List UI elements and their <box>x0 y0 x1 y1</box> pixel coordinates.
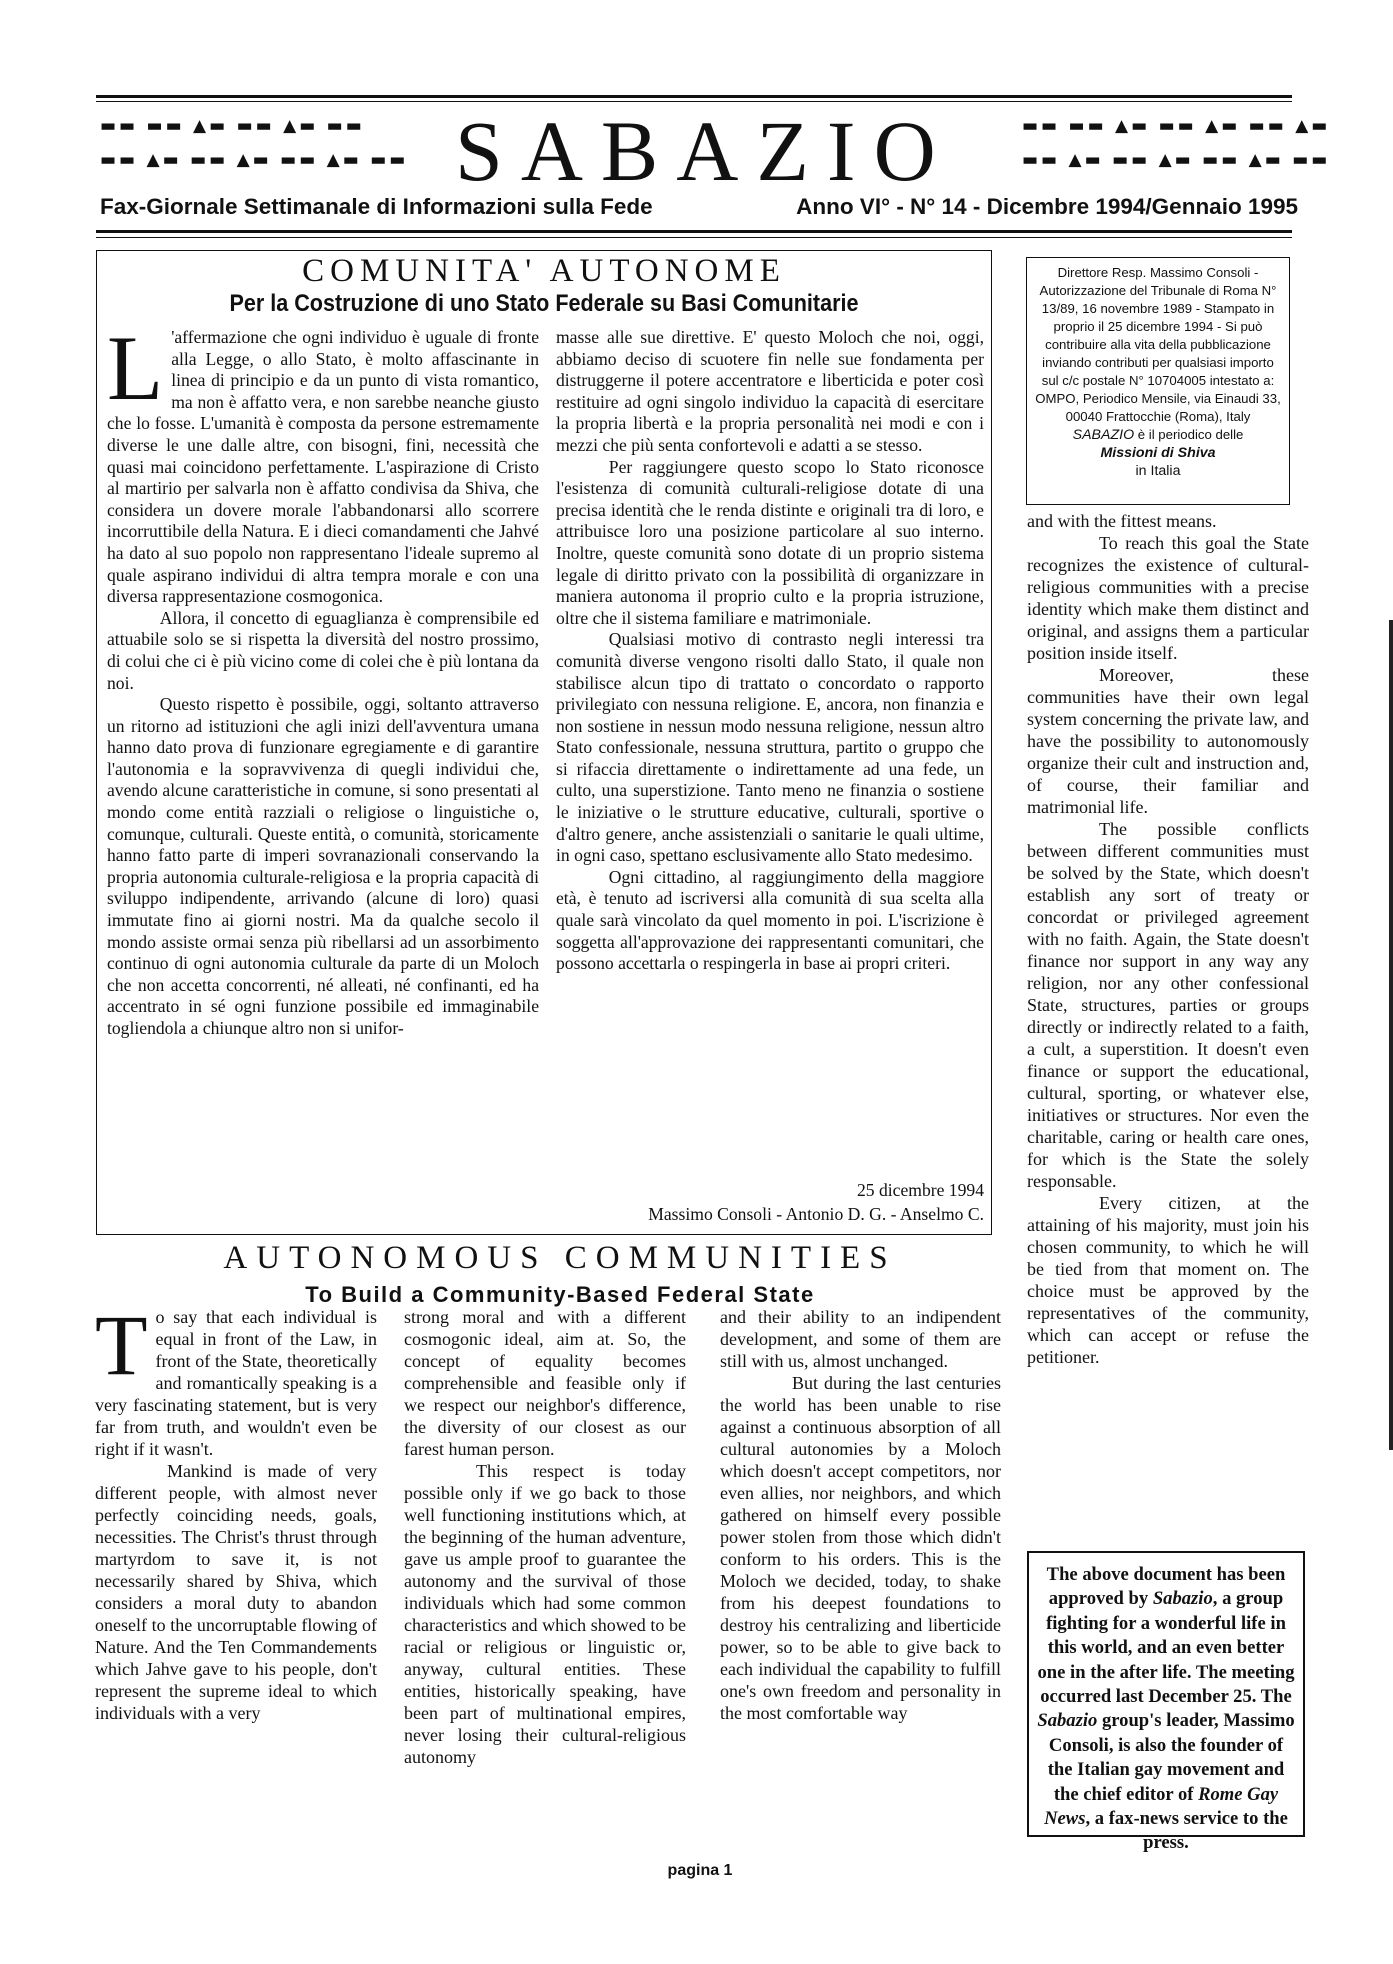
ornament-left-top: ▬▬ ▬▬ ▲▬ ▬▬ ▲▬ ▬▬ <box>100 116 365 136</box>
approval-text: , a fax-news service to the press. <box>1085 1808 1288 1854</box>
english-dropcap: T <box>95 1297 148 1393</box>
italian-paragraph: Per raggiungere questo scopo lo Stato riconosce l'esistenza di comunità culturali-religiose dotate di una precisa identità che le renda distinte e originali tra di loro, e attribuisce loro una posizione particolare al suo interno. Inoltre, queste comunità sono dotate di un proprio sistema legale di diritto privato con la possibilità di organizzare in maniera autonoma il proprio culto e la propria istruzione, oltre che il sistema familiare e matrimoniale. <box>556 456 984 628</box>
masthead-rule-bottom-thin <box>96 237 1292 238</box>
english-paragraph: strong moral and with a different cosmogonic ideal, aim at. So, the concept of equality becomes comprehensible and feasible only if we respect our neighbor's difference, the diversity of our closest as our farest human person. <box>404 1307 686 1459</box>
english-paragraph: The possible conflicts between different communities must be solved by the State, which doesn't establish any sort of treaty or concordat or privileged agreement with no faith. Again, the State doesn't finance nor support in any way any religion, nor any other confessional State, structures, parties or groups directly or indirectly related to a faith, a cult, a superstition. It doesn't even finance or support the educational, cultural, sporting, or whatever else, initiatives or structures. Nor even the charitable, caring or health care ones, for which is the State the solely responsable. <box>1027 819 1309 1191</box>
english-paragraph: To reach this goal the State recognizes the existence of cultural-religious communities with a precise identity which make them distinct and original, and assigns them a particular position inside itself. <box>1027 533 1309 663</box>
italian-date: 25 dicembre 1994 <box>856 1180 984 1200</box>
italian-paragraph: masse alle sue direttive. E' questo Moloch che noi, oggi, abbiamo deciso di scuotere fin nelle sue fondamenta per distruggerne il potere accentratore e liberticida e poter così restituire ad ogni singolo individuo la capacità di esercitare la propria libertà e la propria personalità nei modi e con i mezzi che più senta confortevoli e adatti a se stesso. <box>556 327 984 455</box>
scan-edge-mark <box>1389 620 1393 1450</box>
english-column-2 <box>404 1306 686 1768</box>
publication-info-text: Direttore Resp. Massimo Consoli - Autorizzazione del Tribunale di Roma N° 13/89, 16 novembre 1989 - Stampato in proprio il 25 dicembre 1994 - Si può contribuire alla vita della pubblicazione inviando contributi per qualsiasi importo sul c/c postale N° 10704005 intestato a: OMPO, Periodico Mensile, via Einaudi 33, 00040 Frattocchie (Roma), Italy <box>1035 265 1281 424</box>
masthead-rule-top <box>96 95 1292 98</box>
masthead-subtitle: Fax-Giornale Settimanale di Informazioni sulla Fede <box>100 194 653 219</box>
issue-info: Anno VI° - N° 14 - Dicembre 1994/Gennaio 1995 <box>796 194 1298 219</box>
publication-name: SABAZIO <box>1072 427 1135 443</box>
page-number: pagina 1 <box>667 1862 733 1879</box>
english-paragraph: Mankind is made of very different people, with almost never perfectly coinciding needs, goals, necessities. The Christ's thrust through martyrdom to save it, is not necessarily shared by Shiva, which considers a moral duty to abandon oneself to the uncorruptable flowing of Nature. And the Ten Commandements which Jahve gave to his people, don't represent the supreme ideal to which individuals with a very <box>95 1461 377 1723</box>
italian-signatures: Massimo Consoli - Antonio D. G. - Anselmo C. <box>648 1204 984 1224</box>
english-paragraph: This respect is today possible only if we go back to those well functioning institutions which, at the beginning of the human adventure, gave us ample proof to guarantee the autonomy and the survival of those individuals which had some common characteristics and which showed to be racial or religious or linguistic or, anyway, cultural entities. These entities, historically speaking, have been part of multinational empires, never losing their cultural-religious autonomy <box>404 1461 686 1767</box>
masthead-title: SABAZIO <box>455 103 954 199</box>
ornament-right-top: ▬▬ ▬▬ ▲▬ ▬▬ ▲▬ ▬▬ ▲▬ <box>1022 116 1331 136</box>
english-column-4 <box>1027 510 1309 1368</box>
english-column-3 <box>720 1306 1001 1724</box>
publication-info-periodical: è il periodico delle <box>1134 427 1244 442</box>
approval-publication-name: Rome Gay News <box>1044 1783 1279 1830</box>
masthead-rule-bottom <box>96 230 1292 233</box>
publication-info-box <box>1026 257 1290 505</box>
approval-text: , a group fighting for a wonderful life in this world, and an even better one in the after life. The meeting occurred last December 25. The <box>1037 1588 1295 1708</box>
italian-subheading: Per la Costruzione di uno Stato Federale su Basi Comunitarie <box>229 290 859 317</box>
italian-column-2 <box>556 327 984 975</box>
italian-paragraph: Allora, il concetto di eguaglianza è comprensibile ed attuabile solo se si rispetta la diversità del nostro prossimo, di colui che ci è più vicino come di colei che è più lontana da noi. <box>107 607 539 693</box>
italian-paragraph: Ogni cittadino, al raggiungimento della maggiore età, è tenuto ad iscriversi alla comunità di sua scelta alla quale sarà vincolato da quel momento in poi. L'iscrizione è soggetta all'approvazione dei rappresentanti comunitari, che possono accettarla o respingerla in base ai propri criteri. <box>556 866 984 974</box>
italian-paragraph: 'affermazione che ogni individuo è uguale di fronte alla Legge, o allo Stato, è molto affascinante in linea di principio e da un punto di vista romantico, ma non è affatto vera, e non sarebbe neanche giusto che lo fosse. L'umanità è composta da persone estremamente diverse le une dalle altre, con bisogni, fini, necessità che quasi mai coincidono perfettamente. L'aspirazione di Cristo al martirio per salvarla non è affatto condivisa da Shiva, che considera un dovere morale l'abbandonarsi allo scorrere incorruttibile della Natura. E i dieci comandamenti che Jahvé ha dato al suo popolo non rappresentano l'ideale supremo al quale aspirano individui di altra tempra morale e con una diversa rappresentazione cosmogonica. <box>107 327 539 607</box>
english-subheading: To Build a Community-Based Federal State <box>305 1282 815 1307</box>
approval-group-name: Sabazio <box>1152 1588 1213 1610</box>
ornament-left-bottom: ▬▬ ▲▬ ▬▬ ▲▬ ▬▬ ▲▬ ▬▬ <box>100 150 409 170</box>
masthead-rule-top-thin <box>96 101 1292 102</box>
missions-name: Missioni di Shiva <box>1100 445 1216 461</box>
italian-heading: COMUNITA' AUTONOME <box>302 253 786 289</box>
ornament-right-bottom: ▬▬ ▲▬ ▬▬ ▲▬ ▬▬ ▲▬ ▬▬ <box>1022 150 1331 170</box>
italian-column-1 <box>107 317 539 1040</box>
english-paragraph: Moreover, these communities have their own legal system concerning the private law, and have the possibility to autonomously organize their cult and instruction and, of course, their familiar and matrimonial life. <box>1027 665 1309 817</box>
english-paragraph: But during the last centuries the world has been unable to rise against a continuous absorption of all cultural autonomies by a Moloch which doesn't accept competitors, nor even allies, nor neighbors, and which gathered on himself every possible power stolen from those which didn't conform to his orders. This is the Moloch we decided, today, to shake from his deepest foundations to destroy his centralizing and liberticide power, so to be able to give back to each individual the capability to fulfill one's own freedom and personality in the most comfortable way <box>720 1373 1001 1723</box>
approval-text: The above document has been approved by <box>1046 1564 1286 1610</box>
english-paragraph: Every citizen, at the attaining of his majority, must join his chosen community, to which he will be tied from that moment on. The choice must be approved by the representatives of the community, which can accept or refuse the petitioner. <box>1027 1193 1309 1367</box>
english-paragraph: and with the fittest means. <box>1027 511 1217 531</box>
english-column-1 <box>95 1297 377 1724</box>
italian-dropcap: L <box>107 317 164 419</box>
italian-paragraph: Questo rispetto è possibile, oggi, soltanto attraverso un ritorno ad istituzioni che agli inizi dell'avventura umana hanno dato prova di funzionare egregiamente e di garantire l'autonomia e la sopravvivenza di quegli individui che, avendo alcune caratteristiche in comune, si sono presentati al mondo come entità razziali o religiose o linguistiche o, comunque, culturali. Queste entità, o comunità, storicamente hanno fatto parte di imperi sovranazionali conservando la propria autonomia culturale-religiosa e la propria capacità di sviluppo indipendente, arrivando (alcune di loro) quasi immutate fino ai giorni nostri. Ma da qualche secolo il mondo assiste ormai senza più ribellarsi ad un assorbimento continuo di ogni autonomia culturale da parte di un Moloch che non accetta concorrenti, né alleati, né confinanti, ed ha accentrato in sé ogni funzione possibile ed immaginabile togliendola a chiunque altro non si unifor- <box>107 694 539 1038</box>
approval-group-name: Sabazio <box>1037 1710 1098 1732</box>
english-paragraph: and their ability to an indipendent development, and some of them are still with us, almost unchanged. <box>720 1307 1001 1371</box>
italian-paragraph: Qualsiasi motivo di contrasto negli interessi tra comunità diverse vengono risolti dallo Stato, il quale non stabilisce alcun tipo di trattato o concordato o rapporto privilegiato con nessuna religione. E, ancora, non finanzia e non sostiene in nessun modo nessuna religione, nessun altro Stato confessionale, nessuna struttura, partito o gruppo che si rifaccia direttamente o indirettamente ad una fede, un culto, una superstizione. Tanto meno ne finanzia o sostiene le iniziative o le strutture educative, culturali, sportive o d'altro genere, anche assistenziali o sanitarie le quali ultime, in ogni caso, spettano esclusivamente allo Stato medesimo. <box>556 629 984 866</box>
english-paragraph: o say that each individual is equal in front of the Law, in front of the State, theoretically and romantically speaking is a very fascinating statement, but is very far from truth, and wouldn't even be right if it wasn't. <box>95 1307 377 1459</box>
english-heading: AUTONOMOUS COMMUNITIES <box>223 1240 897 1276</box>
approval-text: group's leader, Massimo Consoli, is also the founder of the Italian gay movement and the chief editor of <box>1047 1710 1295 1805</box>
missions-country: in Italia <box>1135 463 1181 479</box>
approval-note-box <box>1027 1551 1305 1854</box>
